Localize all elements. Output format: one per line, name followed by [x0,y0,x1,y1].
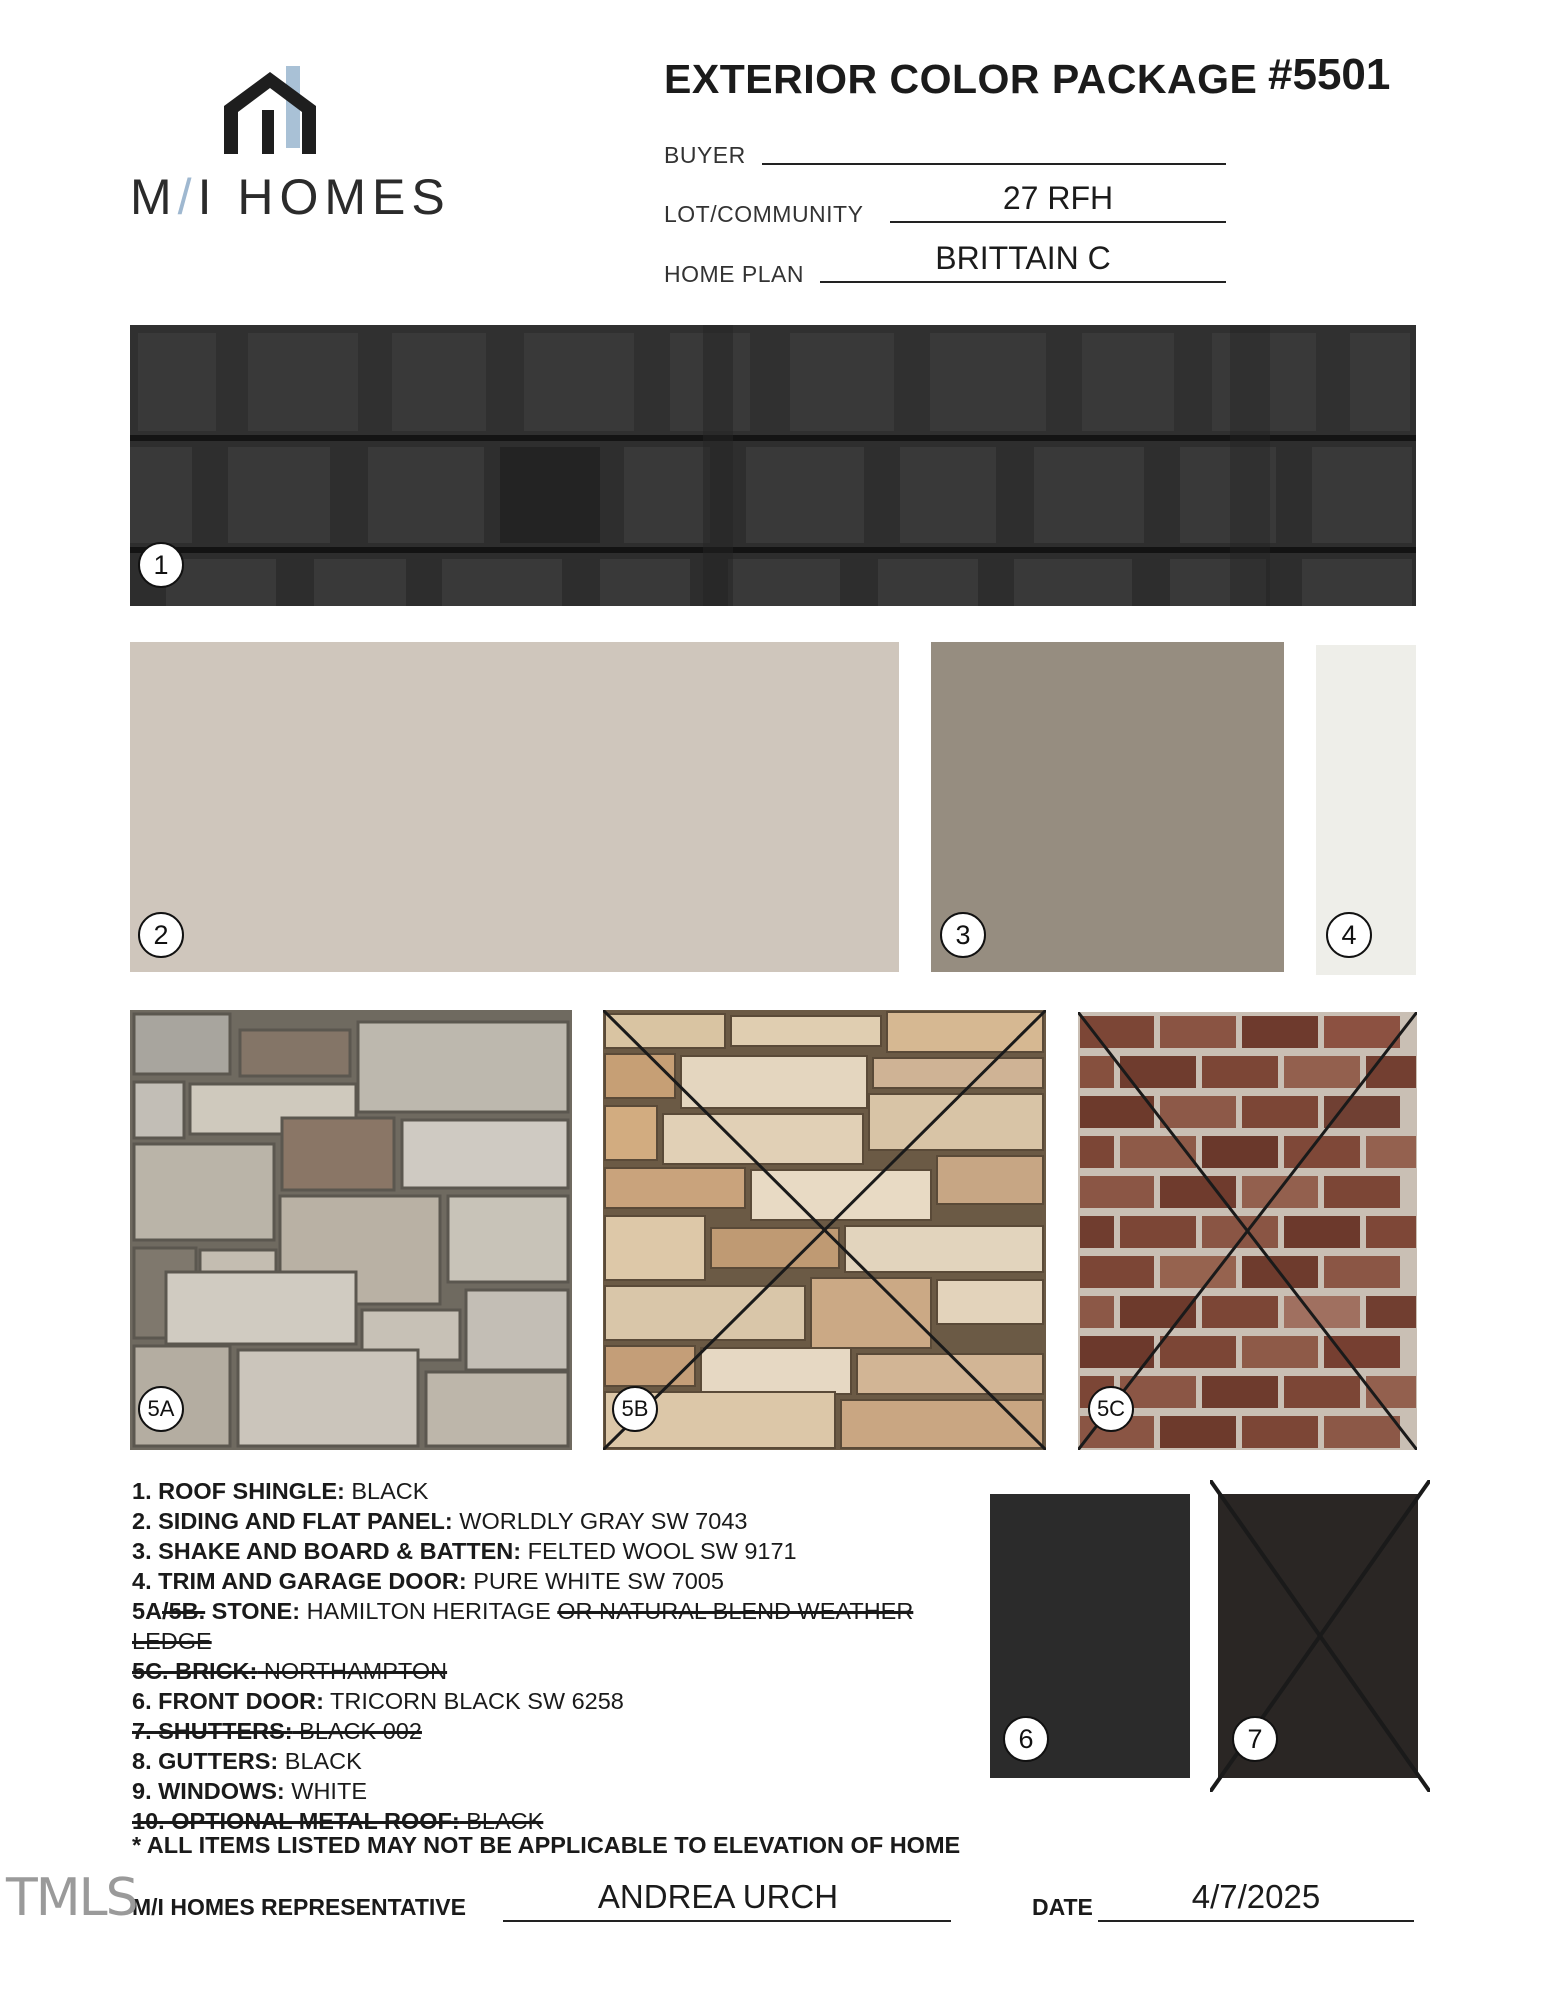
date-line [1098,1920,1414,1922]
swatch-stone-5b [603,1010,1046,1450]
legend-item-1: 1. ROOF SHINGLE: BLACK [132,1478,429,1504]
color-legend [132,1476,992,1836]
buyer-label: BUYER [664,142,746,168]
representative-line [503,1920,951,1922]
home-plan-line [820,281,1226,283]
lot-community-line [890,221,1226,223]
legend-item-6: 6. FRONT DOOR: TRICORN BLACK SW 6258 [132,1688,624,1714]
swatch-badge-2: 2 [138,912,184,958]
swatch-badge-7: 7 [1232,1716,1278,1762]
swatch-badge-1: 1 [138,542,184,588]
swatch-badge-6: 6 [1003,1716,1049,1762]
representative-label: M/I HOMES REPRESENTATIVE [132,1894,466,1920]
applicability-note: * ALL ITEMS LISTED MAY NOT BE APPLICABLE TO ELEVATION OF HOME [132,1832,961,1858]
logo-house-icon [224,66,330,154]
swatch-badge-5c: 5C [1088,1386,1134,1432]
legend-item-5c: 5C. BRICK: NORTHAMPTON [132,1658,448,1684]
package-number: #5501 [1268,50,1391,99]
swatch-siding [130,642,899,972]
legend-item-5-cont: LEDGE [132,1628,212,1654]
legend-item-3: 3. SHAKE AND BOARD & BATTEN: FELTED WOOL SW 9171 [132,1538,797,1564]
swatch-shake [931,642,1284,972]
lot-community-field[interactable]: 27 RFH [1002,180,1114,216]
swatch-badge-3: 3 [940,912,986,958]
date-label: DATE [1032,1894,1093,1920]
legend-item-7: 7. SHUTTERS: BLACK 002 [132,1718,422,1744]
swatch-badge-5a: 5A [138,1386,184,1432]
buyer-line [762,163,1226,165]
swatch-roof-shingle [130,325,1416,606]
mls-watermark: TMLS [6,1868,137,1928]
swatch-badge-5b: 5B [612,1386,658,1432]
swatch-brick-5c [1078,1012,1417,1450]
lot-community-label: LOT/COMMUNITY [664,201,864,227]
legend-item-9: 9. WINDOWS: WHITE [132,1778,367,1804]
representative-field[interactable]: ANDREA URCH [597,1878,839,1915]
date-field[interactable]: 4/7/2025 [1191,1878,1321,1915]
legend-item-8: 8. GUTTERS: BLACK [132,1748,362,1774]
legend-item-2: 2. SIDING AND FLAT PANEL: WORLDLY GRAY SW 7043 [132,1508,748,1534]
page-title: EXTERIOR COLOR PACKAGE [664,56,1258,102]
home-plan-field[interactable]: BRITTAIN C [935,240,1111,276]
swatch-badge-4: 4 [1326,912,1372,958]
legend-item-5: 5A/5B. STONE: HAMILTON HERITAGE OR NATURAL BLEND WEATHER [132,1598,914,1624]
legend-item-4: 4. TRIM AND GARAGE DOOR: PURE WHITE SW 7005 [132,1568,724,1594]
legend-item-10: 10. OPTIONAL METAL ROOF: BLACK [132,1808,544,1834]
logo-wordmark: M/I HOMES [130,169,451,225]
swatch-stone-5a [130,1010,572,1450]
home-plan-label: HOME PLAN [664,261,804,287]
